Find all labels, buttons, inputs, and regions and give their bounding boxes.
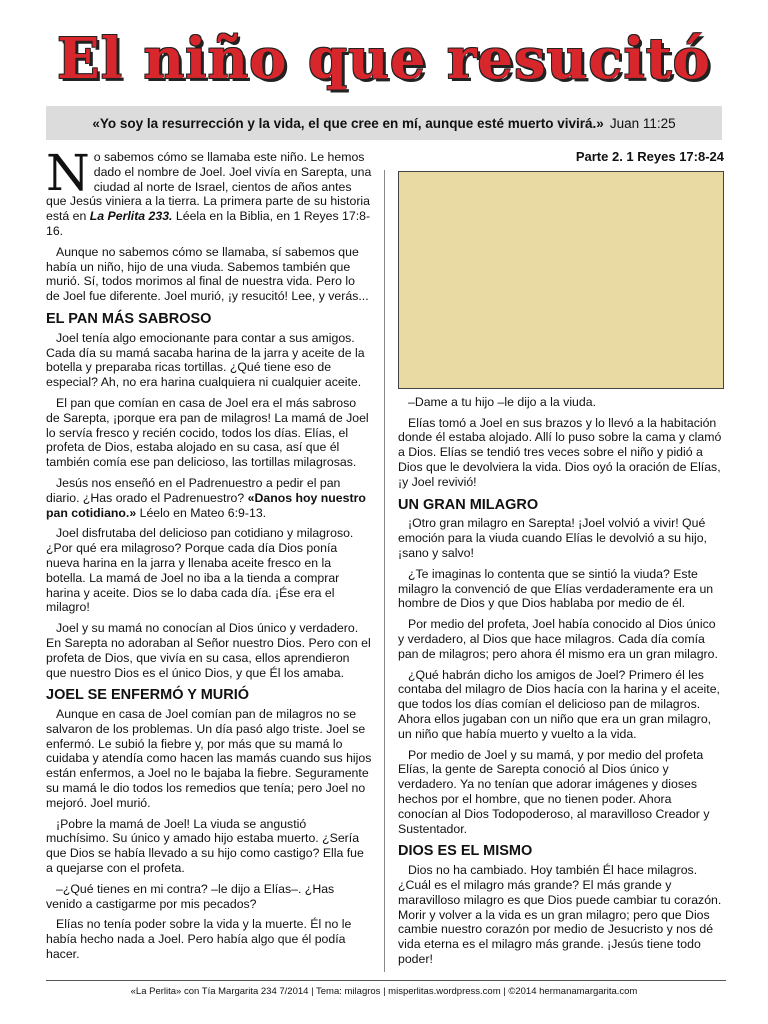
paragraph: Elías no tenía poder sobre la vida y la muerte. Él no le había hecho nada a Joel. Pero había algo que él podía hacer. bbox=[46, 917, 352, 962]
drop-cap: N bbox=[46, 144, 90, 202]
paragraph: El pan que comían en casa de Joel era el más sabroso de Sarepta, ¡porque era pan de milagros! La mamá de Joel lo servía fresco y recién cocido, todos los días. Elías, el profeta de Dios, estaba alojado en su casa, así que él también comía ese pan delicioso, las tortillas milagrosas. bbox=[46, 395, 369, 470]
paragraph: ¿Te imaginas lo contenta que se sintió la viuda? Este milagro la convenció de que Elías verdaderamente era un hombre de Dios y que Dios hablaba por medio de él. bbox=[398, 566, 714, 611]
part-reference: Parte 2. 1 Reyes 17:8-24 bbox=[575, 149, 724, 164]
paragraph: ¡Otro gran milagro en Sarepta! ¡Joel volvió a vivir! Qué emoción para la viuda cuando Elías le devolvió a su hijo, ¡sano y salvo! bbox=[398, 516, 707, 560]
verse-reference: Juan 11:25 bbox=[609, 115, 676, 131]
paragraph: –¿Qué tienes en mi contra? –le dijo a Elías–. ¿Has venido a castigarme por mis pecados? bbox=[46, 881, 335, 911]
footer-rule bbox=[46, 980, 726, 981]
footer: «La Perlita» con Tía Margarita 234 7/2014 | Tema: milagros | misperlitas.wordpress.com | ©2014 hermanamargarita.com bbox=[130, 986, 638, 997]
reference-la-perlita: La Perlita 233. bbox=[89, 209, 173, 224]
heading-pan: EL PAN MÁS SABROSO bbox=[46, 310, 212, 327]
right-column bbox=[398, 150, 724, 973]
paragraph: Joel disfrutaba del delicioso pan cotidiano y milagroso. ¿Por qué era milagroso? Porque cada día Dios ponía nueva harina en la jarra y llenaba aceite fresco en la botella. La mamá de Joel no iba a la tienda a comprar harina y aceite. Dios se lo daba cada día. ¡Ése era el milagro! bbox=[46, 526, 354, 615]
paragraph: Joel y su mamá no conocían al Dios único y verdadero. En Sarepta no adoraban al Señor nuestro Dios. Pero con el profeta de Dios, que vivía en su casa, ellos aprendieron que nuestro Dios es el único Dios, y que Él los amaba. bbox=[46, 621, 371, 680]
key-verse bbox=[46, 106, 722, 140]
page-title: El niño que resucitó bbox=[57, 26, 711, 92]
story-illustration bbox=[398, 171, 724, 389]
paragraph: Aunque en casa de Joel comían pan de milagros no se salvaron de los problemas. Un día pasó algo triste. Joel se enfermó. Le subió la fiebre y, por más que su mamá lo cuidaba y atendía como hacen las mamás cuando sus hijos están enfermos, a Joel no le bajaba la fiebre. Seguramente su mamá le dio todos los remedios que tenía; pero Joel no mejoró. Joel murió. bbox=[46, 707, 372, 810]
left-column bbox=[46, 144, 372, 968]
paragraph: Por medio del profeta, Joel había conocido al Dios único y verdadero, al Dios que hace milagros. Cada día comía pan de milagros; pero ahora él mismo era un gran milagro. bbox=[398, 617, 718, 661]
intro-paragraph-2: Aunque no sabemos cómo se llamaba, sí sabemos que había un niño, hijo de una viuda. Sabemos también que murió. Sí, todos morimos al final de nuestra vida. Pero lo de Joel fue diferente. Joel murió, ¡y resucitó! Lee, y verás... bbox=[46, 244, 369, 304]
paragraph: Dios no ha cambiado. Hoy también Él hace milagros. ¿Cuál es el milagro más grande? El más grande y maravilloso milagro es que Dios puede cambiar tu corazón. Morir y volver a la vida es un gran milagro; pero que Dios cambie nuestro corazón por medio de Jesucristo y nos dé vida eterna es el milagro más grande. ¡Jesús tiene todo poder! bbox=[398, 863, 722, 966]
prayer-quote: «Danos hoy nuestro pan cotidiano.» bbox=[46, 490, 366, 520]
paragraph: Jesús nos enseñó en el Padrenuestro a pedir el pan diario. ¿Has orado el Padrenuestro? «Danos hoy nuestro pan cotidiano.» Léelo en Mateo 6:9-13. bbox=[46, 475, 366, 520]
intro-paragraph-1: No sabemos cómo se llamaba este niño. Le hemos dado el nombre de Joel. Joel vivía en Sarepta, una ciudad al norte de Israel, cientos de años antes que Jesús viniera a la tierra. La primera parte de su historia está en La Perlita 233. Léela en la Biblia, en 1 Reyes 17:8-16. bbox=[46, 144, 372, 238]
heading-milagro: UN GRAN MILAGRO bbox=[398, 496, 539, 513]
verse-text: «Yo soy la resurrección y la vida, el que cree en mí, aunque esté muerto vivirá.» bbox=[92, 115, 604, 131]
paragraph: Joel tenía algo emocionante para contar a sus amigos. Cada día su mamá sacaba harina de la jarra y aceite de la botella y preparaba ricas tortillas. ¿Qué tiene eso de especial? Ah, no era harina cualquiera ni cualquier aceite. bbox=[46, 330, 365, 390]
paragraph: Elías tomó a Joel en sus brazos y lo llevó a la habitación donde él estaba alojado. Allí lo puso sobre la cama y clamó a Dios. Elías se tendió tres veces sobre el niño y pidió a Dios que le devolviera la vida. Dios oyó la oración de Elías, ¡y Joel revivió! bbox=[398, 415, 722, 489]
heading-mismo: DIOS ES EL MISMO bbox=[398, 843, 533, 860]
paragraph: –Dame a tu hijo –le dijo a la viuda. bbox=[408, 394, 596, 409]
heading-enfermo: JOEL SE ENFERMÓ Y MURIÓ bbox=[46, 687, 250, 704]
column-divider bbox=[384, 170, 385, 972]
paragraph: Por medio de Joel y su mamá, y por medio del profeta Elías, la gente de Sarepta conoció al Dios único y verdadero. Ya no tenían que adorar imágenes y dioses hechos por el hombre, que no tienen poder. Ahora conocían al Dios Todopoderoso, al maravilloso Creador y Sustentador. bbox=[398, 747, 710, 836]
paragraph: ¡Pobre la mamá de Joel! La viuda se angustió muchísimo. Su único y amado hijo estaba muerto. ¿Sería que Dios se había llevado a su hijo como castigo? Ella fue a quejarse con el profeta. bbox=[46, 816, 364, 876]
paragraph: ¿Qué habrán dicho los amigos de Joel? Primero él les contaba del milagro de Dios hacía con la harina y el aceite, que todos los días comían el delicioso pan de milagros. Ahora ellos jugaban con un niño que era un gran milagro, un niño que había muerto y vuelto a la vida. bbox=[398, 667, 720, 741]
